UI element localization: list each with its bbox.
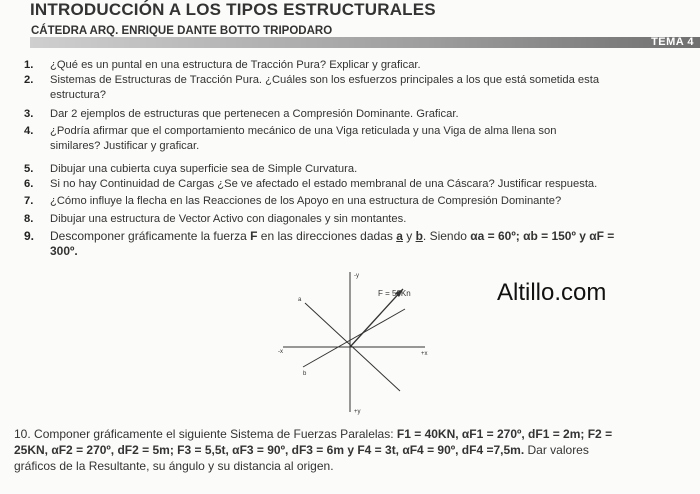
question-4 bbox=[24, 124, 556, 154]
question-text: Dibujar una estructura de Vector Activo con diagonales y sin montantes. bbox=[50, 213, 407, 225]
label-a: a bbox=[298, 297, 302, 303]
question-number: 7. bbox=[24, 195, 34, 207]
question-text: en las direcciones dadas bbox=[257, 229, 397, 243]
page-subtitle: CÁTEDRA ARQ. ENRIQUE DANTE BOTTO TRIPODARO bbox=[31, 25, 333, 37]
question-number: 8. bbox=[24, 213, 34, 225]
question-2 bbox=[24, 73, 599, 103]
question-8 bbox=[24, 212, 406, 227]
question-number: 4. bbox=[24, 125, 34, 137]
question-10 bbox=[14, 426, 612, 474]
force-label: F = 50Kn bbox=[378, 289, 411, 298]
question-number: 10. bbox=[14, 427, 31, 441]
axis-neg-x-label: -x bbox=[278, 349, 283, 355]
question-3 bbox=[24, 107, 459, 122]
direction-b-line bbox=[303, 309, 405, 367]
question-text-bold: F1 = 40KN, αF1 = 270º, dF1 = 2m; F2 = bbox=[396, 427, 613, 441]
direction-a: a bbox=[396, 229, 403, 243]
question-5 bbox=[24, 162, 357, 177]
tema-label: TEMA 4 bbox=[651, 36, 694, 48]
force-diagram bbox=[275, 267, 435, 417]
question-6 bbox=[24, 177, 597, 192]
axis-pos-y-label: +y bbox=[354, 409, 361, 415]
question-text: ¿Podría afirmar que el comportamiento mecánico de una Viga reticulada y una Viga de alma llena son bbox=[50, 125, 557, 137]
question-text: ¿Qué es un puntal en una estructura de Tracción Pura? Explicar y graficar. bbox=[50, 59, 421, 71]
axis-pos-x-label: +x bbox=[421, 351, 428, 357]
question-9 bbox=[24, 229, 614, 259]
question-text: ¿Cómo influye la flecha en las Reacciones de los Apoyo en una estructura de Compresión Dominante? bbox=[50, 195, 562, 207]
question-text: Si no hay Continuidad de Cargas ¿Se ve afectado el estado membranal de una Cáscara? Justificar respuesta. bbox=[50, 178, 598, 190]
question-7 bbox=[24, 194, 561, 209]
question-text: Dibujar una cubierta cuya superficie sea de Simple Curvatura. bbox=[50, 163, 358, 175]
axis-neg-y-label: -y bbox=[354, 273, 359, 279]
question-text-cont: similares? Justificar y graficar. bbox=[50, 140, 200, 152]
direction-b: b bbox=[415, 229, 423, 243]
question-number: 1. bbox=[24, 59, 34, 71]
question-number: 6. bbox=[24, 178, 34, 190]
question-text: Descomponer gráficamente la fuerza bbox=[50, 229, 251, 243]
question-number: 9. bbox=[24, 229, 35, 243]
question-text: Sistemas de Estructuras de Tracción Pura. ¿Cuáles son los esfuerzos principales a los que está sometida esta bbox=[50, 74, 600, 86]
watermark: Altillo.com bbox=[497, 279, 607, 306]
page-title: INTRODUCCIÓN A LOS TIPOS ESTRUCTURALES bbox=[30, 0, 436, 19]
force-symbol: F bbox=[250, 229, 258, 243]
header-band bbox=[30, 37, 700, 48]
question-text: y bbox=[402, 229, 416, 243]
question-text-cont: estructura? bbox=[50, 89, 106, 101]
question-number: 3. bbox=[24, 108, 34, 120]
question-1 bbox=[24, 58, 421, 73]
question-text: Componer gráficamente el siguiente Sistema de Fuerzas Paralelas: bbox=[34, 427, 397, 441]
question-text-bold: 25KN, αF2 = 270º, dF2 = 5m; F3 = 5,5t, αF3 = 90º, dF3 = 6m y F4 = 3t, αF4 = 90º, dF4 =7,5m. bbox=[14, 443, 525, 457]
question-text: . Siendo bbox=[422, 229, 471, 243]
question-number: 5. bbox=[24, 163, 34, 175]
question-text: gráficos de la Resultante, su ángulo y su distancia al origen. bbox=[14, 459, 334, 473]
angles-text: αa = 60º; αb = 150º y αF = bbox=[470, 229, 615, 243]
question-text-cont: 300º. bbox=[50, 244, 78, 258]
question-text: Dar 2 ejemplos de estructuras que pertenecen a Compresión Dominante. Graficar. bbox=[50, 108, 459, 120]
question-text: Dar valores bbox=[524, 443, 589, 457]
label-b: b bbox=[303, 371, 307, 377]
question-number: 2. bbox=[24, 74, 34, 86]
